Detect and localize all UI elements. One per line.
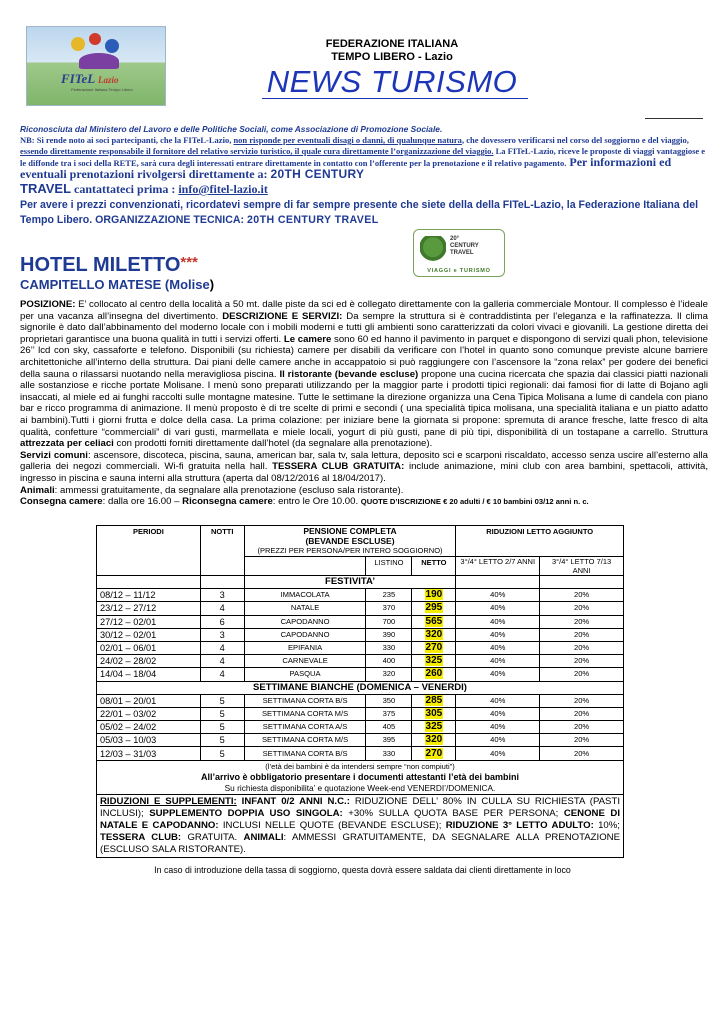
nights-cell: 3 — [200, 628, 244, 641]
net-price-cell: 320 — [412, 734, 456, 747]
reduction-2-7-cell: 40% — [456, 602, 540, 615]
nights-cell: 3 — [200, 589, 244, 602]
nights-cell: 5 — [200, 707, 244, 720]
description-cell: CAPODANNO — [244, 628, 366, 641]
net-price-cell: 320 — [412, 628, 456, 641]
period-cell: 14/04 – 18/04 — [97, 668, 201, 681]
agency-figure-icon — [420, 236, 446, 268]
table-row — [97, 734, 624, 747]
list-price-cell: 390 — [366, 628, 412, 641]
table-row — [97, 668, 624, 681]
table-row — [97, 655, 624, 668]
hotel-name: HOTEL MILETTO*** — [20, 254, 198, 276]
reduction-2-7-cell: 40% — [456, 694, 540, 707]
table-row — [97, 694, 624, 707]
prices-note: Per avere i prezzi convenzionati, ricordatevi sempre di far sempre presente che siete della della FITeL-Lazio, la Federazione Italiana del Tempo Libero. ORGANIZZAZIONE TECNICA: 20TH CENTURY TRAVEL — [20, 199, 699, 226]
table-row — [97, 602, 624, 615]
col-header-blank — [244, 557, 366, 576]
agency-logo: 20° CENTURY TRAVEL VIAGGI e TURISMO — [413, 229, 505, 277]
period-cell: 08/01 – 20/01 — [97, 694, 201, 707]
nights-cell: 6 — [200, 615, 244, 628]
col-header-notti: NOTTI — [200, 526, 244, 576]
org-line-2: TEMPO LIBERO - Lazio — [331, 51, 453, 63]
title-divider — [262, 98, 528, 99]
reduction-7-13-cell: 20% — [540, 747, 624, 760]
period-cell: 02/01 – 06/01 — [97, 641, 201, 654]
hotel-stars: *** — [180, 254, 198, 271]
period-cell: 24/02 – 28/02 — [97, 655, 201, 668]
nights-cell: 4 — [200, 641, 244, 654]
col-header-netto: NETTO — [412, 557, 456, 576]
price-table — [96, 525, 624, 858]
section-settimane: SETTIMANE BIANCHE (DOMENICA – VENERDI) — [97, 681, 624, 694]
disclaimer-note: NB: Si rende noto ai soci partecipanti, che la FITeL-Lazio, non risponde per eventuali disagi o danni, di qualunque natura, che dovessero verificarsi nel corso del soggiorno e del viaggio, essendo direttamente responsabile il fornitore del relativo servizio turistico, il quale cura direttamente l’organizzazione del viaggio. La FITeL-Lazio, riceve le proposte di viaggi vantaggiose e le diffonde tra i soci della RETE, sarà cura degli interessati entrare direttamente in contatto con l’offerente per la prenotazione e il relativo pagamento. Per informazioni ed eventuali prenotazioni rivolgersi direttamente a: 20TH CENTURY — [20, 135, 706, 181]
table-row — [97, 747, 624, 760]
page-title: NEWS TURISMO — [266, 64, 518, 99]
list-price-cell: 370 — [366, 602, 412, 615]
intro-block — [20, 124, 708, 228]
description-cell: SETTIMANA CORTA M/S — [244, 734, 366, 747]
col-header-periodi: PERIODI — [97, 526, 201, 576]
section-festivita: FESTIVITA’ — [244, 576, 456, 589]
net-price-cell: 325 — [412, 721, 456, 734]
right-divider — [645, 118, 703, 119]
logo-subtitle: Federazione Italiana Tempo Libero — [71, 87, 133, 92]
fitel-logo — [26, 26, 166, 106]
period-cell: 22/01 – 03/02 — [97, 707, 201, 720]
hotel-description: POSIZIONE: E’ collocato al centro della località a 50 mt. dalle piste da sci ed è collegato direttamente con la galleria commerciale Montour. Il complesso è l’ideale per una vacanza all’insegna del divertimento. DESCRIZIONE E SERVIZI: Da sempre la struttura si è contraddistinta per l’eleganza e la raffinatezza. Il clima signorile è dato dall’abbinamento del moderno locale con i mobili moderni e tutti gli ambienti sono caratterizzati da colori vivaci e giovanili. La gestione diretta dei proprietari garantisce una buona qualità in tutti i servizi offerti. Le camere sono 60 ed hanno il pavimento in parquet e dispongono di servizi quali phon, televisione 26’’ lcd con sky, cassaforte e telefono. Disponibili (su richiesta) camere per disabili da verificare con l’hotel in quanto sono comunque previste alcune barriere architettoniche all’interno della struttura. Dai piani delle camere anche in accappatoio si può raggiungere con l’ascensore la “zona relax” per godere dei benefici della sauna o rilassarsi nuotando nella meravigliosa piscina. Il ristorante (bevande escluse) propone una cucina ricercata che spazia dai classici piatti nazionali alle sostanziose e ricche portate Molisane. I menù sono preparati utilizzando per la maggior parte i prodotti tipici regionali: dai famosi fior di latte di Bojano agli insaccati, al miele ed ai funghi raccolti sulle montagne matesine. Tutte le settimane la direzione organizza una Cena Tipica Molisana a lume di candela con piano bar e ricco programma di animazione. Il menù proposto è di tre scelte di primi e secondi ( una specialità tipica molisana, una specialità italiana e un piatto adatto ai bambini).Tutti i giorni frutta e dolce della casa. La prima colazione: per iniziare bene la giornata si propone: spremuta di arance fresche, latte fresco di alta qualità, confetture “commerciali” di vari gusti, marmellata e miele locali, yogurt di più gusti, pane di più tipi, disponibilità di un tostapane a carrello. Struttura attrezzata per celiaci con prodotti forniti direttamente dall’hotel (da segnalare alla prenotazione). Servizi comuni: ascensore, discoteca, piscina, sauna, american bar, sala tv, sala lettura, deposito sci e scarponi riscaldato, accesso senza uscire all’esterno alla galleria dei negozi commerciali. Wi-fi gratuita nella hall. TESSERA CLUB GRATUITA: include animazione, mini club con area bambini, spettacoli, attività, ingresso in piscina e sauna interni alla struttura (aperta dal 08/12/2016 al 18/04/2017). Animali: ammessi gratuitamente, da segnalare alla prenotazione (escluso sala ristorante). Consegna camere: dalla ore 16.00 – Riconsegna camere: entro le Ore 10.00. QUOTE D’ISCRIZIONE € 20 adulti / € 10 bambini 03/12 anni n. c. — [20, 299, 709, 508]
reduction-2-7-cell: 40% — [456, 707, 540, 720]
description-cell: SETTIMANA CORTA M/S — [244, 707, 366, 720]
nights-cell: 4 — [200, 655, 244, 668]
riduzioni-supplementi: RIDUZIONI E SUPPLEMENTI: INFANT 0/2 ANNI N.C.: RIDUZIONE DELL’ 80% IN CULLA SU RICHIESTA (PASTI INCLUSI); SUPPLEMENTO DOPPIA USO SINGOLA: +30% SULLA QUOTA BASE PER PERSONA; CENONE DI NATALE E CAPODANNO: INCLUSI NELLE QUOTE (BEVANDE ESCLUSE); RIDUZIONE 3° LETTO ADULTO: 10%; TESSERA CLUB: GRATUITA. ANIMALI: AMMESSI GRATUITAMENTE, DA SEGNALARE ALLA PRENOTAZIONE (ESCLUSO SALA RISTORANTE). — [97, 795, 624, 858]
list-price-cell: 400 — [366, 655, 412, 668]
list-price-cell: 320 — [366, 668, 412, 681]
list-price-cell: 330 — [366, 641, 412, 654]
net-price-cell: 285 — [412, 694, 456, 707]
table-row — [97, 589, 624, 602]
table-row — [97, 615, 624, 628]
recognition-note: Riconosciuta dal Ministero del Lavoro e delle Politiche Sociali, come Associazione di Promozione Sociale. — [20, 124, 443, 134]
reduction-7-13-cell: 20% — [540, 628, 624, 641]
reduction-2-7-cell: 40% — [456, 747, 540, 760]
col-header-riduzioni: RIDUZIONI LETTO AGGIUNTO — [456, 526, 624, 557]
reduction-7-13-cell: 20% — [540, 615, 624, 628]
contact-line: TRAVEL cantattateci prima : info@fitel-lazio.it — [20, 181, 268, 196]
nights-cell: 5 — [200, 747, 244, 760]
nights-cell: 5 — [200, 734, 244, 747]
col-header-r1: 3°/4° LETTO 2/7 ANNI — [456, 557, 540, 576]
reduction-2-7-cell: 40% — [456, 721, 540, 734]
logo-text: FITeL Lazio — [61, 71, 119, 86]
col-header-pensione: PENSIONE COMPLETA (BEVANDE ESCLUSE) (PREZZI PER PERSONA/PER INTERO SOGGIORNO) — [244, 526, 456, 557]
period-cell: 05/02 – 24/02 — [97, 721, 201, 734]
nights-cell: 4 — [200, 668, 244, 681]
description-cell: SETTIMANA CORTA A/S — [244, 721, 366, 734]
reduction-2-7-cell: 40% — [456, 628, 540, 641]
reduction-7-13-cell: 20% — [540, 694, 624, 707]
period-cell: 23/12 – 27/12 — [97, 602, 201, 615]
reduction-2-7-cell: 40% — [456, 615, 540, 628]
tourist-tax-note: In caso di introduzione della tassa di soggiorno, questa dovrà essere saldata dai clienti direttamente in loco — [154, 865, 571, 875]
reduction-2-7-cell: 40% — [456, 589, 540, 602]
col-header-r2: 3°/4° LETTO 7/13 ANNI — [540, 557, 624, 576]
settimane-rows — [97, 694, 624, 760]
hotel-location: CAMPITELLO MATESE (Molise) — [20, 277, 215, 292]
description-cell: SETTIMANA CORTA B/S — [244, 747, 366, 760]
reduction-7-13-cell: 20% — [540, 655, 624, 668]
description-cell: PASQUA — [244, 668, 366, 681]
reduction-2-7-cell: 40% — [456, 668, 540, 681]
net-price-cell: 270 — [412, 747, 456, 760]
net-price-cell: 190 — [412, 589, 456, 602]
net-price-cell: 295 — [412, 602, 456, 615]
net-price-cell: 305 — [412, 707, 456, 720]
list-price-cell: 350 — [366, 694, 412, 707]
description-cell: IMMACOLATA — [244, 589, 366, 602]
net-price-cell: 270 — [412, 641, 456, 654]
list-price-cell: 700 — [366, 615, 412, 628]
nights-cell: 5 — [200, 721, 244, 734]
reduction-7-13-cell: 20% — [540, 721, 624, 734]
net-price-cell: 260 — [412, 668, 456, 681]
description-cell: NATALE — [244, 602, 366, 615]
table-row — [97, 707, 624, 720]
header-block — [262, 38, 522, 99]
table-row — [97, 721, 624, 734]
list-price-cell: 405 — [366, 721, 412, 734]
reduction-7-13-cell: 20% — [540, 641, 624, 654]
reduction-7-13-cell: 20% — [540, 589, 624, 602]
list-price-cell: 395 — [366, 734, 412, 747]
table-row — [97, 628, 624, 641]
reduction-7-13-cell: 20% — [540, 668, 624, 681]
festivita-rows — [97, 589, 624, 681]
reduction-7-13-cell: 20% — [540, 602, 624, 615]
period-cell: 08/12 – 11/12 — [97, 589, 201, 602]
net-price-cell: 565 — [412, 615, 456, 628]
email-link[interactable]: info@fitel-lazio.it — [178, 182, 268, 196]
table-notes: (l’età dei bambini è da intendersi sempre “non compiuti”) All’arrivo è obbligatorio presentare i documenti attestanti l’età dei bambini Su richiesta disponibilita’ e quotazione Week-end VENERDI’/DOMENICA. — [97, 760, 624, 795]
description-cell: CAPODANNO — [244, 615, 366, 628]
table-row — [97, 641, 624, 654]
period-cell: 12/03 – 31/03 — [97, 747, 201, 760]
list-price-cell: 235 — [366, 589, 412, 602]
period-cell: 30/12 – 02/01 — [97, 628, 201, 641]
net-price-cell: 325 — [412, 655, 456, 668]
reduction-7-13-cell: 20% — [540, 734, 624, 747]
reduction-7-13-cell: 20% — [540, 707, 624, 720]
period-cell: 05/03 – 10/03 — [97, 734, 201, 747]
col-header-listino: LISTINO — [366, 557, 412, 576]
description-cell: SETTIMANA CORTA B/S — [244, 694, 366, 707]
description-cell: EPIFANIA — [244, 641, 366, 654]
reduction-2-7-cell: 40% — [456, 734, 540, 747]
description-cell: CARNEVALE — [244, 655, 366, 668]
reduction-2-7-cell: 40% — [456, 641, 540, 654]
org-line-1: FEDERAZIONE ITALIANA — [325, 38, 459, 50]
nights-cell: 4 — [200, 602, 244, 615]
reduction-2-7-cell: 40% — [456, 655, 540, 668]
nights-cell: 5 — [200, 694, 244, 707]
list-price-cell: 330 — [366, 747, 412, 760]
period-cell: 27/12 – 02/01 — [97, 615, 201, 628]
list-price-cell: 375 — [366, 707, 412, 720]
